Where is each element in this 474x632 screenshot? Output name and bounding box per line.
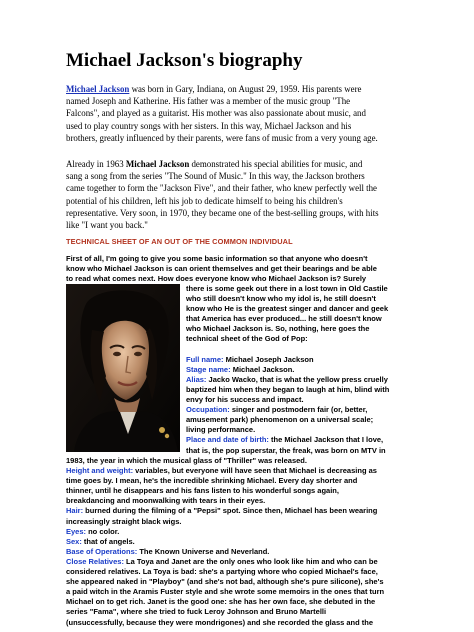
field-hair: Hair: burned during the filming of a "Pepsi" spot. Since then, Michael has been wearing bbox=[66, 506, 378, 516]
text-line: Michael on to get rich. Janet is the good one: she has her own face, she debuted in the bbox=[66, 597, 376, 607]
text-line: considered relatives. La Toya is bad: she's a partying whore who copied Michael's face, bbox=[66, 567, 378, 577]
field-label: Base of Operations: bbox=[66, 546, 138, 556]
page-title: Michael Jackson's biography bbox=[66, 50, 303, 71]
field-label: Sex: bbox=[66, 536, 82, 546]
paragraph-line: potential of his children, left his job to dedicate himself to being his children's bbox=[66, 195, 343, 206]
text-line: there is some geek out there in a lost town in Old Castile bbox=[186, 284, 388, 293]
portrait-image bbox=[66, 284, 180, 452]
paragraph-line: Falcons", and played as a guitarist. His mother was also passionate about music, and bbox=[66, 108, 366, 119]
text-line: thinner, until he disappears and his fans listen to his wonderful songs again, bbox=[66, 486, 339, 496]
paragraph-line: representative. Very soon, in 1970, they became one of the best-selling groups, with hits bbox=[66, 207, 379, 218]
text-line: First of all, I'm going to give you some basic information so that anyone who doesn't bbox=[66, 254, 368, 263]
technical-sheet-beside-photo bbox=[186, 284, 389, 456]
field-full-name: Full name: Michael Joseph Jackson bbox=[186, 354, 314, 364]
text-line: baptized him when they began to laugh at him, blind with bbox=[186, 384, 390, 394]
field-label: Stage name: bbox=[186, 364, 231, 374]
text-line: to read what comes next. How does everyone know who Michael Jackson is? Surely bbox=[66, 274, 367, 284]
field-label: Height and weight: bbox=[66, 466, 134, 476]
text-line: amusement park) phenomenon on a universal scale; bbox=[186, 415, 374, 425]
paragraph-line: used to play country songs with her sisters. In this way, Michael Jackson and his bbox=[66, 120, 352, 131]
field-height-weight: Height and weight: variables, but everyone will have seen that Michael is decreasing as bbox=[66, 466, 377, 476]
intro-paragraph bbox=[66, 83, 426, 144]
text-line: who still doesn't know who my idol is, he still doesn't bbox=[186, 294, 376, 304]
text-line: that America has ever produced... he still doesn't know bbox=[186, 314, 382, 324]
field-close-relatives: Close Relatives: La Toya and Janet are the only ones who look like him and who can be bbox=[66, 556, 378, 566]
field-label: Hair: bbox=[66, 506, 84, 516]
field-base-of-operations: Base of Operations: The Known Universe and Neverland. bbox=[66, 546, 270, 556]
paragraph-line: came together to form the "Jackson Five", and their father, who knew perfectly well the bbox=[66, 183, 377, 194]
text-line: living performance. bbox=[186, 425, 256, 435]
field-label: Close Relatives: bbox=[66, 556, 124, 566]
text-line: know who He is the greatest singer and dancer and geek bbox=[186, 304, 389, 314]
michael-jackson-photo bbox=[66, 284, 180, 452]
text-line: who Michael Jackson is. So, nothing, here goes the bbox=[186, 324, 370, 334]
field-birth: Place and date of birth: the Michael Jackson that I love, bbox=[186, 435, 384, 445]
field-label: Alias: bbox=[186, 374, 207, 384]
text-line: 1983, the year in which the musical glass of "Thriller" was released. bbox=[66, 456, 307, 465]
text-line: time goes by. I mean, he's the incredible shrinking Michael. Every day shorter and bbox=[66, 476, 358, 486]
text-line: envy for his success and impact. bbox=[186, 395, 304, 405]
text-line: breakdancing and moonwalking with tears in their eyes. bbox=[66, 496, 266, 506]
text-line: know who Michael Jackson is can orient themselves and get their bearings and be able bbox=[66, 264, 377, 274]
field-label: Place and date of birth: bbox=[186, 435, 269, 445]
text-line: she appeared naked in "Playboy" (and she's not bad, although she's pure silicone), she's bbox=[66, 577, 384, 587]
text-line: (unsuccessfully, because they were mondrigones) and she recorded the glass and the bbox=[66, 617, 374, 627]
section-heading: TECHNICAL SHEET OF AN OUT OF THE COMMON INDIVIDUAL bbox=[66, 237, 293, 246]
paragraph-line: brothers, greatly influenced by their parents, were fans of music from a very young age. bbox=[66, 132, 378, 143]
text-line: increasingly straight black wigs. bbox=[66, 516, 182, 526]
field-eyes: Eyes: no color. bbox=[66, 526, 120, 536]
field-stage-name: Stage name: Michael Jackson. bbox=[186, 364, 295, 374]
field-alias: Alias: Jacko Wacko, that is what the yellow press cruelly bbox=[186, 374, 388, 384]
text-line: that is, the pop superstar, the freak, was born on MTV in bbox=[186, 445, 386, 455]
bold-name: Michael Jackson bbox=[125, 159, 190, 169]
field-sex: Sex: that of angels. bbox=[66, 536, 135, 546]
field-label: Full name: bbox=[186, 354, 224, 364]
field-label: Occupation: bbox=[186, 405, 230, 415]
paragraph-line: Michael Jackson was born in Gary, Indiana, on August 29, 1959. His parents were bbox=[66, 84, 362, 94]
paragraph-line: named Joseph and Katherine. His father was a member of the music group "The bbox=[66, 96, 351, 107]
michael-jackson-link[interactable]: Michael Jackson bbox=[66, 84, 130, 94]
technical-sheet-continued bbox=[66, 456, 384, 628]
paragraph-line: Already in 1963 Michael Jackson demonstrated his special abilities for music, and bbox=[66, 159, 363, 169]
paragraph-line: like "I want you back." bbox=[66, 220, 148, 231]
blank-line bbox=[186, 345, 389, 355]
career-paragraph bbox=[66, 158, 426, 231]
technical-sheet-intro bbox=[66, 254, 377, 284]
paragraph-line: sang a song from the series "The Sound of Music." In this way, the Jackson brothers bbox=[66, 171, 365, 182]
text-line: a paid witch in the Aramis Fuster style and she wrote some memoirs in the ones that turn bbox=[66, 587, 385, 597]
field-label: Eyes: bbox=[66, 526, 87, 536]
text-line: series "Fama", where she tried to fuck Leroy Johnson and Bruno Martelli bbox=[66, 607, 327, 617]
text-line: technical sheet of the God of Pop: bbox=[186, 334, 308, 344]
field-occupation: Occupation: singer and postmodern fair (or, better, bbox=[186, 405, 368, 415]
